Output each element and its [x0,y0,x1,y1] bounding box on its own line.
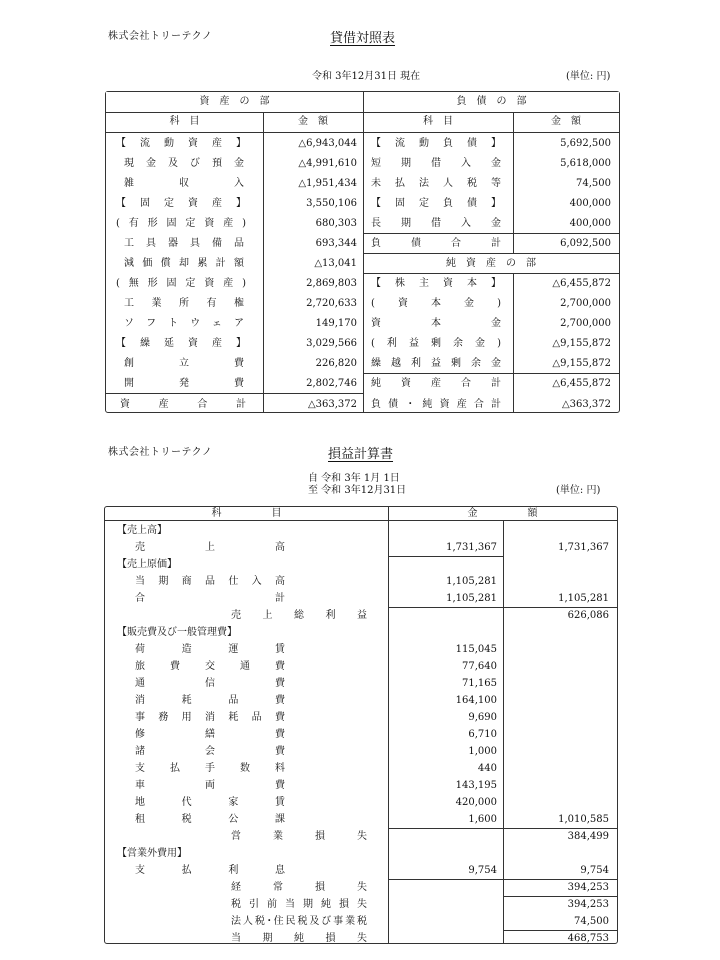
pl-amount-total: 468,753 [567,933,609,944]
bs-liability-label: 繰越利益剰余金 [371,358,501,369]
pl-amount-detail: 71,165 [462,678,497,689]
assets-total-value: △363,372 [307,399,357,410]
pl-row-label: 売上高 [135,542,285,553]
pl-amount-total: 1,105,281 [558,593,609,604]
company-name-2: 株式会社トリーテクノ [108,447,213,458]
bs-liability-label: (利益剰余金) [371,338,501,349]
pl-row-label: 法人税･住民税及び事業税 [231,916,367,927]
bs-asset-label: 【 繰 延 資 産 】 [116,338,246,349]
pl-amount-total: 1,010,585 [558,814,609,825]
bs-asset-value: 680,303 [315,218,357,229]
bs-asset-label: (有形固定資産) [116,218,246,229]
pl-amount-detail: 1,105,281 [446,593,497,604]
pl-header-line [105,520,617,521]
pl-subtotal-line [388,879,503,880]
bs-asset-label: 工業所有権 [124,298,244,309]
bs-asset-value: △6,943,044 [298,138,357,149]
pl-row-label: 営業損失 [231,831,367,842]
pl-amount-detail: 9,690 [468,712,497,723]
bs-asset-label: 創立費 [124,358,244,369]
pl-col-amount: 金 額 [467,508,538,519]
net-assets-section-label: 純 資 産 の 部 [364,254,618,273]
pl-subtotal-line [503,930,617,931]
pl-row-label: 合計 [135,593,285,604]
bs-liability-value: 5,618,000 [560,158,611,169]
bs-asset-label: 工具器具備品 [124,238,244,249]
pl-row-label: 税引前当期純損失 [231,899,367,910]
col-amount-label: 金 額 [551,116,581,127]
pl-amount-total: 394,253 [567,899,609,910]
pl-row-label: 旅費交通費 [135,661,285,672]
bs-liability-label: 長期借入金 [371,218,501,229]
pl-row-label: 租税公課 [135,814,285,825]
bs-header-line [106,132,619,133]
col-amount-label: 金 額 [298,116,328,127]
pl-amount-detail: 1,105,281 [446,576,497,587]
pl-amount-total: 9,754 [580,865,609,876]
assets-section-label: 資 産 の 部 [106,92,363,112]
pl-amount-total: 626,086 [567,610,609,621]
pl-amount-detail: 115,045 [455,644,497,655]
bs-asset-label: 【 流 動 資 産 】 [116,138,246,149]
pl-subtotal-line [388,607,503,608]
pl-amount-detail: 1,731,367 [446,542,497,553]
pl-subtotal-line [503,896,617,897]
company-name: 株式会社トリーテクノ [108,31,213,42]
bs-asset-value: 3,029,566 [306,338,357,349]
pl-row-label: 支払手数料 [135,763,285,774]
liab-net-total-value: △363,372 [561,399,611,410]
bs-liability-label: (資本金) [371,298,501,309]
bs-asset-label: ソフトウェア [124,318,244,329]
pl-row-label: 【売上高】 [117,525,167,536]
bs-liability-value: 400,000 [569,198,611,209]
pl-row-label: 車両費 [135,780,285,791]
period-from: 自 令和 3年 1月 1日 [308,473,400,484]
bs-liability-value: △9,155,872 [552,358,611,369]
bs-asset-label: 雑収入 [124,178,244,189]
bs-liability-value: 400,000 [569,218,611,229]
pl-row-label: 諸会費 [135,746,285,757]
pl-row-label: 消耗品費 [135,695,285,706]
bs-liability-value: △9,155,872 [552,338,611,349]
pl-subtotal-line [503,607,617,608]
bs-liability-value: 5,692,500 [560,138,611,149]
bs-asset-value: 3,550,106 [306,198,357,209]
pl-row-label: 【販売費及び一般管理費】 [117,627,237,638]
bs-asset-value: △1,951,434 [298,178,357,189]
bs-asset-value: △13,041 [314,258,357,269]
bs-total-line [106,393,363,394]
pl-amount-detail: 9,754 [468,865,497,876]
pl-subtotal-line [388,828,503,829]
col-item-label: 科 目 [423,116,453,127]
bs-asset-label: (無形固定資産) [116,278,246,289]
bs-asset-value: 2,802,746 [306,378,357,389]
bs-asset-value: 149,170 [315,318,357,329]
bs-liability-value: 2,700,000 [560,318,611,329]
income-statement-table [104,506,618,944]
bs-asset-label: 【 固 定 資 産 】 [116,198,246,209]
liab-total-line [363,233,619,234]
pl-amount-total: 394,253 [567,882,609,893]
pl-col-item: 科 目 [211,508,282,519]
bs-asset-value: 693,344 [315,238,357,249]
liab-net-total-label: 負債・純資産合計 [371,399,501,410]
bs-liability-label: 純資産合計 [371,378,501,389]
bs-asset-value: 2,869,803 [306,278,357,289]
liabilities-section-label: 負 債 の 部 [364,92,619,112]
bs-asset-label: 減価償却累計額 [124,258,244,269]
pl-row-label: 売上総利益 [231,610,367,621]
pl-row-label: 荷造運賃 [135,644,285,655]
income-statement-title: 損益計算書 [328,447,394,462]
bs-asset-value: 226,820 [315,358,357,369]
pl-row-label: 当期純損失 [231,933,367,944]
pl-amount-total: 1,731,367 [558,542,609,553]
pl-amount-detail: 77,640 [462,661,497,672]
pl-row-label: 【売上原価】 [117,559,177,570]
pl-subtotal-line [503,828,617,829]
bs-liability-label: 【 株 主 資 本 】 [371,278,501,289]
pl-subtotal-line [388,556,503,557]
balance-sheet-table [105,91,620,413]
pl-amount-detail: 420,000 [455,797,497,808]
pl-row-label: 修繕費 [135,729,285,740]
pl-amount-detail: 6,710 [468,729,497,740]
bs-liability-label: 短期借入金 [371,158,501,169]
bs-liability-label: 【 固 定 負 債 】 [371,198,501,209]
pl-amount-total: 74,500 [574,916,609,927]
pl-amount-detail: 1,000 [468,746,497,757]
pl-row-label: 地代家賃 [135,797,285,808]
bs-liability-value: △6,455,872 [552,378,611,389]
unit-label-2: (単位: 円) [556,485,601,496]
unit-label: (単位: 円) [566,71,611,82]
bs-asset-label: 現金及び預金 [124,158,244,169]
pl-row-label: 当期商品仕入高 [135,576,285,587]
bs-col-divider [363,92,364,412]
bs-liability-value: △6,455,872 [552,278,611,289]
pl-subtotal-line [503,879,617,880]
pl-amount-detail: 440 [477,763,497,774]
net-total-line [363,373,619,374]
pl-row-label: 支払利息 [135,865,285,876]
pl-amount-detail: 143,195 [455,780,497,791]
pl-amount-detail: 164,100 [455,695,497,706]
pl-row-label: 通信費 [135,678,285,689]
bs-liability-value: 74,500 [576,178,611,189]
bs-liability-label: 負債合計 [371,238,501,249]
net-section-line [363,273,619,274]
pl-amount-total: 384,499 [567,831,609,842]
bs-asset-label: 開発費 [124,378,244,389]
assets-total-label: 資産合計 [120,399,246,410]
pl-amount-detail: 1,600 [468,814,497,825]
bs-asset-value: △4,991,610 [298,158,357,169]
bs-liability-value: 2,700,000 [560,298,611,309]
bs-liability-label: 【 流 動 負 債 】 [371,138,501,149]
bs-liability-label: 資本金 [371,318,501,329]
pl-row-label: 【営業外費用】 [117,848,187,859]
report-date: 令和 3年12月31日 現在 [312,71,421,82]
bs-asset-value: 2,720,633 [306,298,357,309]
pl-row-label: 事務用消耗品費 [135,712,285,723]
bs-liability-label: 未払法人税等 [371,178,501,189]
pl-row-label: 経常損失 [231,882,367,893]
page-title: 貸借対照表 [330,31,396,46]
col-item-label: 科 目 [169,116,200,127]
period-to: 至 令和 3年12月31日 [308,485,407,496]
bs-liability-value: 6,092,500 [560,238,611,249]
